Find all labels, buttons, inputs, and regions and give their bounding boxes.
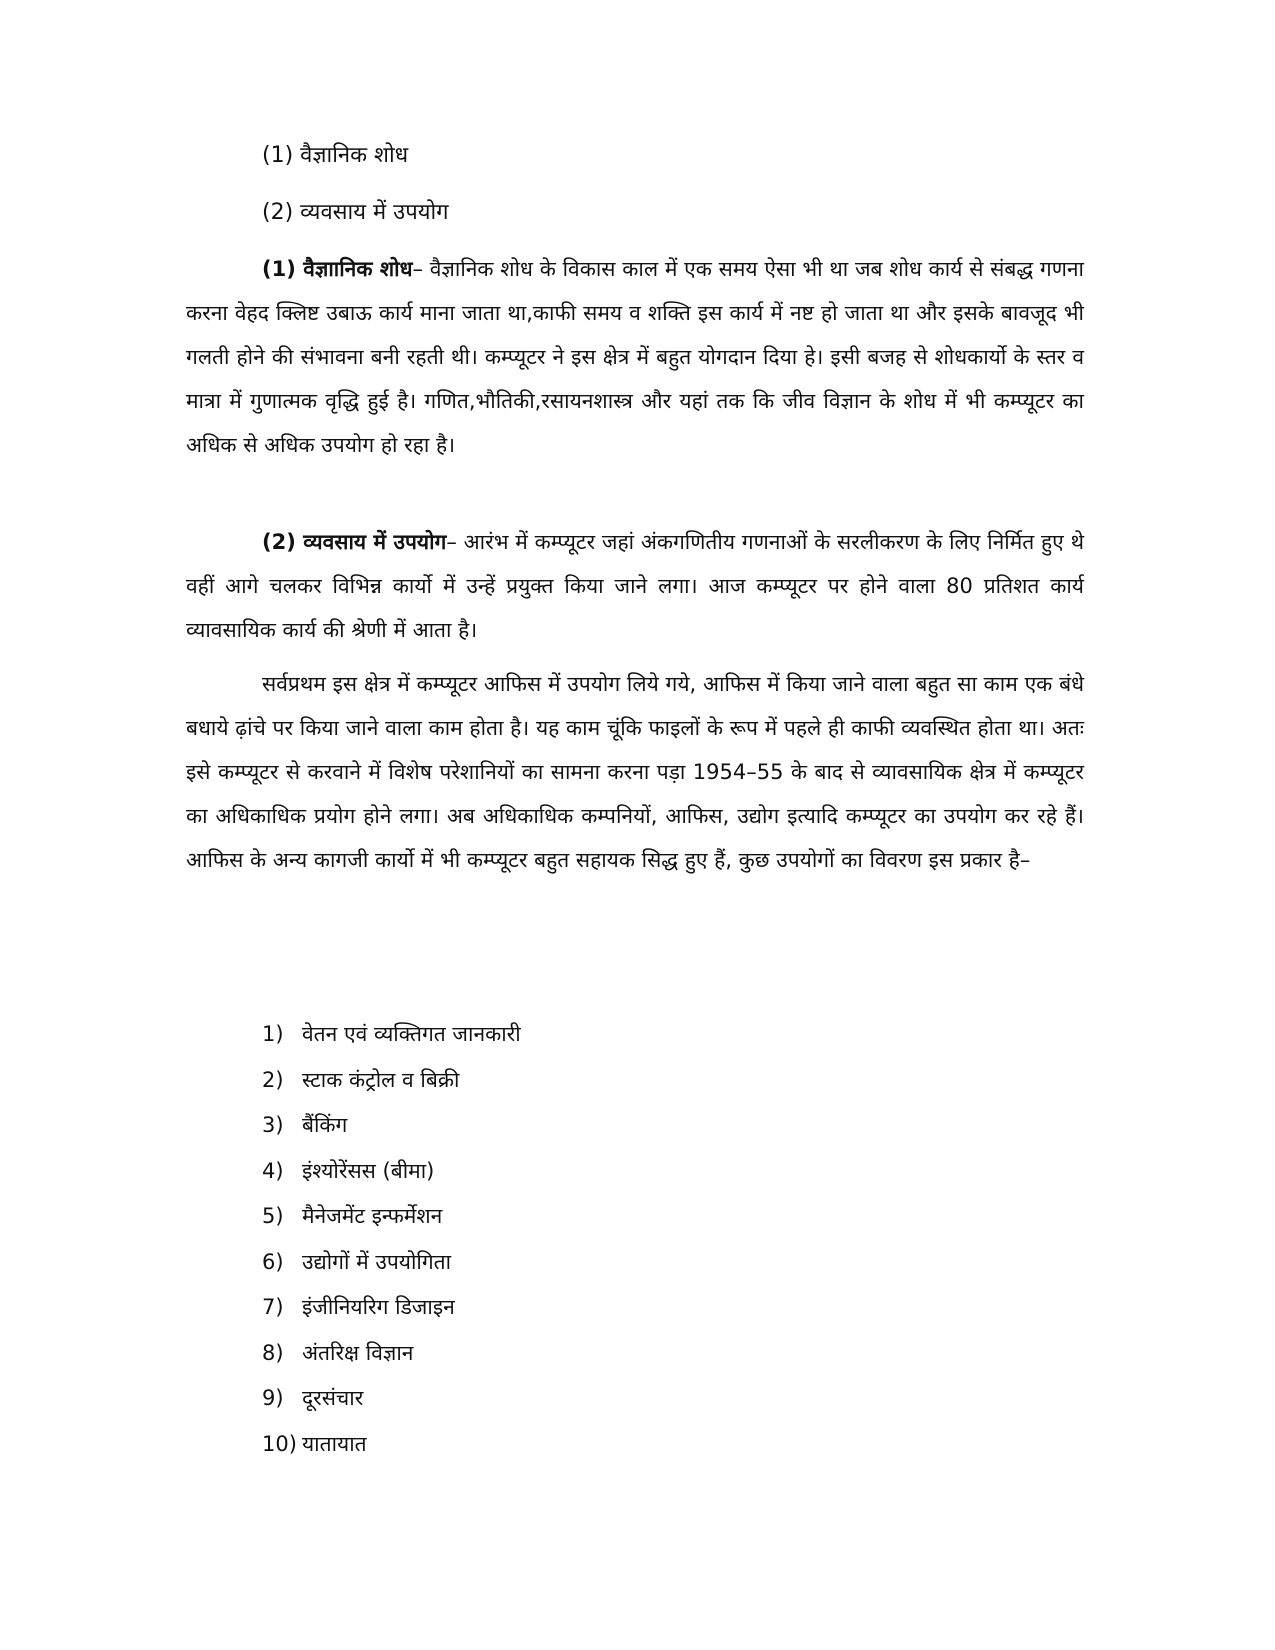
- list-number: 8): [262, 1340, 284, 1365]
- topic-1: (1) वैज्ञानिक शोध: [262, 143, 409, 168]
- list-number: 1): [262, 1022, 284, 1046]
- section-scientific-research: [186, 247, 1084, 467]
- section-body: – वैज्ञानिक शोध के विकास काल में एक समय ऐसा भी था जब शोध कार्य से संबद्ध गणना करना वेहद क्लिष्ट उबाऊ कार्य माना जाता था,काफी समय व शक्ति इस कार्य में नष्ट हो जाता था और इसके बावजूद भी गलती होने की संभावना बनी रहती थी। कम्प्यूटर ने इस क्षेत्र में बहुत योगदान दिया हे। इसी बजह से शोधकार्यो के स्तर व मात्रा में गुणात्मक वृद्धि हुई है। गणित,भौतिकी,रसायनशास्त्र और यहां तक कि जीव विज्ञान के शोध में भी कम्प्यूटर का अधिक से अधिक उपयोग हो रहा है।: [186, 257, 1084, 457]
- list-label: इंश्योरेंसस (बीमा): [302, 1158, 435, 1183]
- list-label: इंजीनियरिग डिजाइन: [302, 1295, 455, 1319]
- list-item: [262, 1240, 521, 1286]
- section-heading: (1) वैज्ञाानिक शोध: [262, 257, 413, 281]
- list-label: मैनेजमेंट इन्फर्मेशन: [302, 1204, 443, 1228]
- list-label: बैंकिंग: [302, 1113, 348, 1137]
- list-item: [262, 1285, 521, 1331]
- list-item: [262, 1058, 521, 1104]
- list-label: अंतरिक्ष विज्ञान: [302, 1340, 414, 1365]
- uses-list: [262, 1012, 521, 1467]
- section-body: – आरंभ में कम्प्यूटर जहां अंकगणितीय गणनाओं के सरलीकरण के लिए निर्मित हुए थे वहीं आगे चलकर विभिन्न कार्यो में उन्हें प्रयुक्त किया जाने लगा। आज कम्प्यूटर पर होने वाला 80 प्रतिशत कार्य व्यावसायिक कार्य की श्रेणी में आता है।: [186, 530, 1084, 642]
- list-number: 3): [262, 1113, 284, 1137]
- list-label: वेतन एवं व्यक्तिगत जानकारी: [302, 1022, 521, 1046]
- section-business-use: [186, 520, 1084, 652]
- list-label: यातायात: [302, 1431, 367, 1456]
- list-label: स्टाक कंट्रोल व बिक्री: [302, 1067, 460, 1092]
- list-number: 5): [262, 1204, 284, 1228]
- list-item: [262, 1376, 521, 1422]
- list-number: 7): [262, 1295, 284, 1319]
- topic-2: (2) व्यवसाय में उपयोग: [262, 200, 449, 225]
- list-number: 9): [262, 1386, 284, 1410]
- list-item: [262, 1331, 521, 1377]
- list-label: दूरसंचार: [302, 1386, 364, 1410]
- list-item: [262, 1149, 521, 1195]
- section-heading: (2) व्यवसाय में उपयोग: [262, 530, 447, 554]
- office-use-paragraph: सर्वप्रथम इस क्षेत्र में कम्प्यूटर आफिस में उपयोग लिये गये, आफिस में किया जाने वाला बहुत सा काम एक बंधे बधाये ढ़ांचे पर किया जाने वाला काम होता है। यह काम चूंकि फाइलों के रूप में पहले ही काफी व्यवस्थित होता था। अतः इसे कम्प्यूटर से करवाने में विशेष परेशानियों का सामना करना पड़ा 1954–55 के बाद से व्यावसायिक क्षेत्र में कम्प्यूटर का अधिकाधिक प्रयोग होने लगा। अब अधिकाधिक कम्पनियों, आफिस, उद्योग इत्यादि कम्प्यूटर का उपयोग कर रहे हैं। आफिस के अन्य कागजी कार्यो में भी कम्प्यूटर बहुत सहायक सिद्ध हुए हैं, कुछ उपयोगों का विवरण इस प्रकार है–: [186, 672, 1084, 872]
- list-item: [262, 1422, 521, 1468]
- list-label: उद्योगों में उपयोगिता: [302, 1249, 452, 1274]
- list-number: 2): [262, 1067, 284, 1092]
- list-number: 10): [262, 1431, 297, 1456]
- list-item: [262, 1103, 521, 1149]
- list-item: [262, 1012, 521, 1058]
- list-item: [262, 1194, 521, 1240]
- list-number: 6): [262, 1249, 284, 1274]
- list-number: 4): [262, 1158, 284, 1183]
